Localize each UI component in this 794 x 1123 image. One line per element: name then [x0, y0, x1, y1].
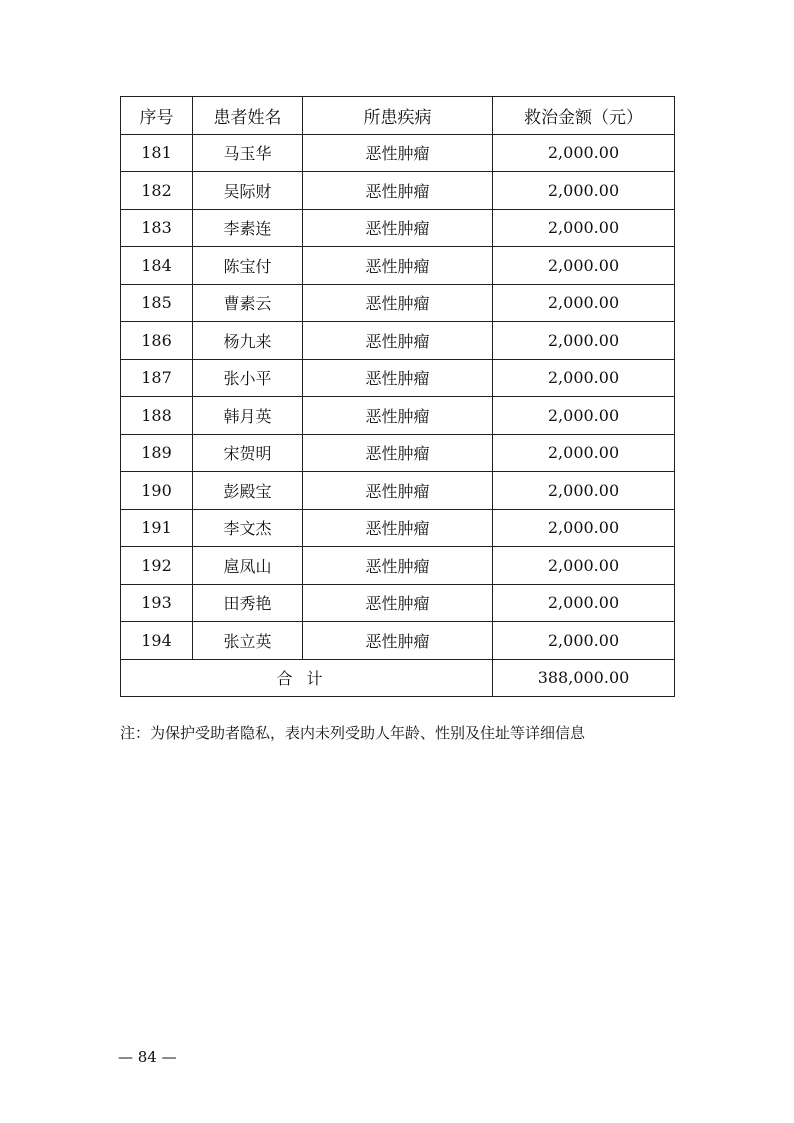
cell-serial-no: 192 — [121, 547, 193, 585]
cell-disease: 恶性肿瘤 — [303, 472, 493, 510]
header-serial-no: 序号 — [121, 97, 193, 135]
cell-disease: 恶性肿瘤 — [303, 509, 493, 547]
cell-amount: 2,000.00 — [493, 434, 675, 472]
privacy-note: 注：为保护受助者隐私，表内未列受助人年龄、性别及住址等详细信息 — [120, 724, 586, 742]
cell-patient-name: 田秀艳 — [193, 584, 303, 622]
cell-amount: 2,000.00 — [493, 547, 675, 585]
table-row — [121, 172, 675, 210]
table-body — [121, 134, 675, 659]
table-row — [121, 134, 675, 172]
cell-serial-no: 181 — [121, 134, 193, 172]
cell-amount: 2,000.00 — [493, 472, 675, 510]
cell-patient-name: 韩月英 — [193, 397, 303, 435]
cell-disease: 恶性肿瘤 — [303, 397, 493, 435]
cell-serial-no: 194 — [121, 622, 193, 660]
cell-patient-name: 彭殿宝 — [193, 472, 303, 510]
cell-amount: 2,000.00 — [493, 397, 675, 435]
cell-amount: 2,000.00 — [493, 322, 675, 360]
table-row — [121, 397, 675, 435]
cell-patient-name: 李素连 — [193, 209, 303, 247]
cell-amount: 2,000.00 — [493, 247, 675, 285]
cell-amount: 2,000.00 — [493, 209, 675, 247]
cell-disease: 恶性肿瘤 — [303, 322, 493, 360]
table-row — [121, 509, 675, 547]
table-row — [121, 584, 675, 622]
header-patient-name: 患者姓名 — [193, 97, 303, 135]
total-label: 合计 — [121, 659, 493, 697]
cell-serial-no: 191 — [121, 509, 193, 547]
cell-serial-no: 184 — [121, 247, 193, 285]
table-row — [121, 472, 675, 510]
cell-serial-no: 188 — [121, 397, 193, 435]
cell-amount: 2,000.00 — [493, 584, 675, 622]
cell-patient-name: 李文杰 — [193, 509, 303, 547]
cell-amount: 2,000.00 — [493, 622, 675, 660]
header-amount: 救治金额（元） — [493, 97, 675, 135]
cell-patient-name: 杨九来 — [193, 322, 303, 360]
cell-serial-no: 186 — [121, 322, 193, 360]
cell-serial-no: 185 — [121, 284, 193, 322]
cell-patient-name: 陈宝付 — [193, 247, 303, 285]
total-amount: 388,000.00 — [493, 659, 675, 697]
cell-serial-no: 190 — [121, 472, 193, 510]
total-row — [121, 659, 675, 697]
relief-table — [120, 96, 675, 697]
cell-disease: 恶性肿瘤 — [303, 247, 493, 285]
cell-disease: 恶性肿瘤 — [303, 284, 493, 322]
cell-disease: 恶性肿瘤 — [303, 434, 493, 472]
table-row — [121, 284, 675, 322]
cell-disease: 恶性肿瘤 — [303, 359, 493, 397]
cell-disease: 恶性肿瘤 — [303, 622, 493, 660]
table-row — [121, 434, 675, 472]
cell-amount: 2,000.00 — [493, 134, 675, 172]
cell-amount: 2,000.00 — [493, 284, 675, 322]
cell-serial-no: 183 — [121, 209, 193, 247]
table-row — [121, 247, 675, 285]
cell-serial-no: 182 — [121, 172, 193, 210]
cell-patient-name: 张小平 — [193, 359, 303, 397]
cell-amount: 2,000.00 — [493, 509, 675, 547]
cell-serial-no: 187 — [121, 359, 193, 397]
cell-amount: 2,000.00 — [493, 172, 675, 210]
cell-disease: 恶性肿瘤 — [303, 584, 493, 622]
cell-serial-no: 189 — [121, 434, 193, 472]
cell-serial-no: 193 — [121, 584, 193, 622]
table-row — [121, 547, 675, 585]
table-row — [121, 622, 675, 660]
cell-patient-name: 宋贺明 — [193, 434, 303, 472]
cell-disease: 恶性肿瘤 — [303, 172, 493, 210]
page-number: — 84 — — [118, 1048, 177, 1066]
cell-patient-name: 吴际财 — [193, 172, 303, 210]
cell-disease: 恶性肿瘤 — [303, 209, 493, 247]
cell-patient-name: 曹素云 — [193, 284, 303, 322]
cell-patient-name: 扈凤山 — [193, 547, 303, 585]
table-row — [121, 359, 675, 397]
table-header-row — [121, 97, 675, 135]
cell-amount: 2,000.00 — [493, 359, 675, 397]
cell-disease: 恶性肿瘤 — [303, 134, 493, 172]
header-disease: 所患疾病 — [303, 97, 493, 135]
table-row — [121, 322, 675, 360]
cell-patient-name: 马玉华 — [193, 134, 303, 172]
table-row — [121, 209, 675, 247]
cell-disease: 恶性肿瘤 — [303, 547, 493, 585]
cell-patient-name: 张立英 — [193, 622, 303, 660]
